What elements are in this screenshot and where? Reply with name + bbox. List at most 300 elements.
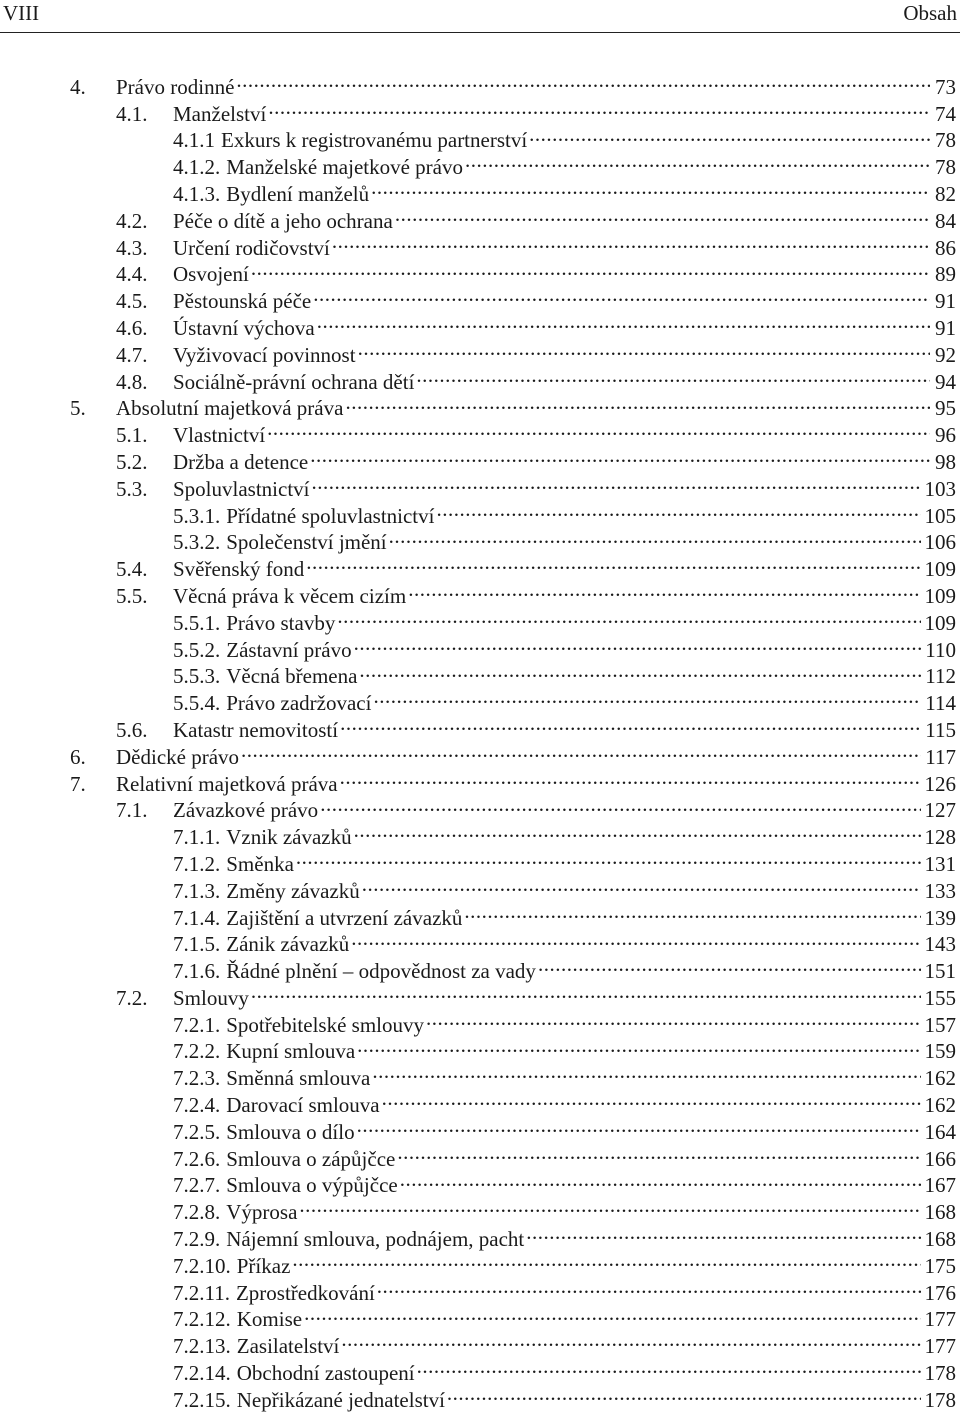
toc-entry-title: Vznik závazků <box>226 825 352 850</box>
toc-entry[interactable] <box>0 925 960 957</box>
toc-entry-page: 117 <box>925 744 956 769</box>
toc-entry-line <box>173 1326 956 1359</box>
toc-entry[interactable] <box>0 1273 960 1305</box>
toc-entry-title: Příkaz <box>236 1253 291 1278</box>
toc-entry-page: 157 <box>924 1012 956 1037</box>
dot-leader <box>372 1058 920 1085</box>
toc-entry-title: Výprosa <box>226 1200 298 1225</box>
toc-entry-line <box>173 1219 956 1252</box>
toc-entry[interactable] <box>0 469 960 501</box>
toc-entry[interactable] <box>0 121 960 153</box>
toc-entry[interactable] <box>0 898 960 930</box>
toc-entry-line <box>116 308 956 340</box>
toc-entry-line <box>173 1380 956 1412</box>
toc-entry-page: 128 <box>924 825 956 850</box>
toc-entry-title: Věcná práva k věcem cizím <box>173 583 407 608</box>
toc-entry-number: 7.1.3. <box>173 878 221 903</box>
dot-leader <box>251 255 930 282</box>
toc-entry-page: 178 <box>924 1361 956 1386</box>
toc-entry-number: 7.2.4. <box>173 1093 221 1118</box>
toc-entry-page: 159 <box>924 1039 956 1064</box>
toc-entry-number: 5.3.1. <box>173 503 221 528</box>
dot-leader <box>354 630 922 657</box>
toc-entry-page: 86 <box>935 235 956 260</box>
toc-entry-line <box>173 1112 956 1144</box>
toc-entry-line <box>173 951 956 984</box>
toc-entry-line <box>173 1166 956 1198</box>
toc-entry-number: 5. <box>70 396 86 421</box>
toc-entry-line <box>116 94 956 126</box>
toc-entry-number: 4.2. <box>116 208 148 233</box>
toc-entry-page: 114 <box>925 691 956 716</box>
toc-entry-line <box>70 67 956 99</box>
toc-entry-line <box>173 147 956 180</box>
toc-entry-number: 4.4. <box>116 262 148 287</box>
toc-entry-number: 4.1.1 <box>173 128 215 153</box>
toc-entry-number: 7.2.7. <box>173 1173 221 1198</box>
toc-entry[interactable] <box>0 710 960 742</box>
toc-entry-line <box>70 764 956 796</box>
toc-entry-title: Manželství <box>173 101 267 126</box>
toc-entry-title: Ústavní výchova <box>173 315 315 340</box>
toc-entry-line <box>116 978 956 1010</box>
toc-entry-title: Věcná břemena <box>226 664 358 689</box>
toc-entry-number: 4. <box>70 74 86 99</box>
toc-entry-line <box>116 415 956 448</box>
toc-entry-number: 7.2.14. <box>173 1361 231 1386</box>
toc-entry-line <box>173 871 956 903</box>
dot-leader <box>317 308 930 335</box>
toc-entry-title: Exkurs k registrovanému partnerství <box>221 128 528 153</box>
dot-leader <box>389 523 921 550</box>
toc-entry-line <box>116 469 956 501</box>
toc-entry-page: 84 <box>935 208 956 233</box>
toc-entry-title: Zajištění a utvrzení závazků <box>226 905 463 930</box>
toc-entry[interactable] <box>0 67 960 99</box>
toc-entry[interactable] <box>0 1219 960 1252</box>
toc-entry-page: 177 <box>924 1334 956 1359</box>
toc-entry[interactable] <box>0 523 960 555</box>
dot-leader <box>447 1380 921 1407</box>
dot-leader <box>299 1192 920 1219</box>
toc-entry-page: 168 <box>924 1227 956 1252</box>
toc-entry-page: 175 <box>924 1253 956 1278</box>
toc-entry-page: 105 <box>924 503 956 528</box>
toc-entry-title: Přídatné spoluvlastnictví <box>226 503 435 528</box>
toc-entry[interactable] <box>0 281 960 314</box>
toc-entry[interactable] <box>0 308 960 340</box>
toc-entry-line <box>116 710 956 742</box>
toc-entry[interactable] <box>0 951 960 984</box>
toc-entry-page: 166 <box>924 1146 956 1171</box>
toc-entry-page: 95 <box>935 396 956 421</box>
dot-leader <box>538 951 921 978</box>
toc-entry-title: Určení rodičovství <box>173 235 330 260</box>
toc-entry-line <box>116 549 956 582</box>
toc-entry-title: Směnná smlouva <box>226 1066 371 1091</box>
toc-entry-title: Vlastnictví <box>173 423 266 448</box>
toc-entry-page: 92 <box>935 342 956 367</box>
toc-entry-title: Společenství jmění <box>226 530 387 555</box>
toc-entry-page: 82 <box>935 181 956 206</box>
toc-entry[interactable] <box>0 255 960 287</box>
dot-leader <box>395 201 930 228</box>
dot-leader <box>408 576 920 603</box>
toc-entry[interactable] <box>0 415 960 448</box>
toc-entry-line <box>173 1085 956 1118</box>
toc-entry-title: Zasilatelství <box>236 1334 340 1359</box>
dot-leader <box>236 67 930 94</box>
toc-entry-line <box>173 657 956 689</box>
toc-entry-page: 91 <box>935 289 956 314</box>
toc-entry-line <box>173 1300 956 1332</box>
toc-entry[interactable] <box>0 442 960 474</box>
toc-entry[interactable] <box>0 871 960 903</box>
toc-entry-title: Vyživovací povinnost <box>173 342 356 367</box>
toc-entry-number: 7.2.15. <box>173 1387 231 1412</box>
dot-leader <box>529 121 930 148</box>
toc-entry-page: 78 <box>935 128 956 153</box>
toc-entry[interactable] <box>0 1380 960 1412</box>
toc-entry-line <box>116 255 956 287</box>
toc-entry-line <box>116 228 956 260</box>
toc-entry-number: 5.6. <box>116 717 148 742</box>
toc-entry[interactable] <box>0 791 960 823</box>
toc-entry-number: 7.2.6. <box>173 1146 221 1171</box>
toc-entry-number: 7.2.13. <box>173 1334 231 1359</box>
toc-entry-title: Zprostředkování <box>235 1280 375 1305</box>
toc-entry-title: Nájemní smlouva, podnájem, pacht <box>226 1227 525 1252</box>
dot-leader <box>268 94 930 121</box>
dot-leader <box>382 1085 921 1112</box>
toc-entry-number: 7. <box>70 771 86 796</box>
toc-entry-number: 7.2.3. <box>173 1066 221 1091</box>
dot-leader <box>357 1032 920 1059</box>
toc-entry[interactable] <box>0 1032 960 1064</box>
toc-entry-page: 176 <box>924 1280 956 1305</box>
page-number: VIII <box>3 1 40 25</box>
toc-entry[interactable] <box>0 94 960 126</box>
toc-entry-number: 6. <box>70 744 86 769</box>
dot-leader <box>312 469 921 496</box>
header-rule <box>0 32 960 33</box>
toc-entry-line <box>70 389 956 421</box>
toc-entry-line <box>173 844 956 876</box>
toc-entry-number: 7.2.10. <box>173 1253 231 1278</box>
toc-entry-title: Řádné plnění – odpovědnost za vady <box>226 959 536 984</box>
dot-leader <box>362 871 921 898</box>
toc-entry[interactable] <box>0 1112 960 1144</box>
dot-leader <box>320 791 920 818</box>
toc-entry-page: 177 <box>924 1307 956 1332</box>
toc-entry-number: 4.8. <box>116 369 148 394</box>
toc-entry-title: Obchodní zastoupení <box>236 1361 415 1386</box>
toc-entry-page: 106 <box>924 530 956 555</box>
toc-entry-line <box>116 362 956 394</box>
dot-leader <box>313 281 930 308</box>
toc-entry-page: 98 <box>935 449 956 474</box>
toc-entry[interactable] <box>0 362 960 394</box>
toc-entry-line <box>173 630 956 662</box>
toc-entry-page: 168 <box>924 1200 956 1225</box>
toc-entry-line <box>173 496 956 528</box>
toc-entry[interactable] <box>0 335 960 367</box>
toc-entry-number: 5.5. <box>116 583 148 608</box>
toc-entry-title: Péče o dítě a jeho ochrana <box>173 208 393 233</box>
toc-entry[interactable] <box>0 737 960 769</box>
toc-entry-page: 109 <box>924 610 956 635</box>
toc-entry[interactable] <box>0 147 960 180</box>
toc-entry[interactable] <box>0 657 960 689</box>
toc-entry-number: 5.2. <box>116 449 148 474</box>
toc-entry-title: Smlouvy <box>173 985 249 1010</box>
toc-entry[interactable] <box>0 496 960 528</box>
toc-entry-number: 7.2.5. <box>173 1119 221 1144</box>
dot-leader <box>345 389 930 416</box>
dot-leader <box>332 228 930 255</box>
dot-leader <box>417 1353 921 1380</box>
toc-entry[interactable] <box>0 201 960 233</box>
dot-leader <box>304 1300 920 1327</box>
toc-entry[interactable] <box>0 1005 960 1037</box>
toc-entry-page: 162 <box>924 1093 956 1118</box>
toc-entry-number: 7.1.4. <box>173 905 221 930</box>
toc-entry-line <box>173 1273 956 1305</box>
toc-entry-number: 4.1.2. <box>173 155 221 180</box>
dot-leader <box>337 603 920 630</box>
dot-leader <box>241 737 921 764</box>
toc-entry-number: 4.5. <box>116 289 148 314</box>
toc-entry-number: 7.2.11. <box>173 1280 230 1305</box>
toc-entry-title: Absolutní majetková práva <box>116 396 344 421</box>
toc-entry-number: 5.1. <box>116 423 148 448</box>
dot-leader <box>351 925 920 952</box>
toc-entry-number: 7.2.8. <box>173 1200 221 1225</box>
toc-entry-number: 4.7. <box>116 342 148 367</box>
toc-entry-page: 74 <box>935 101 956 126</box>
toc-entry-line <box>173 817 956 850</box>
toc-entry-page: 109 <box>924 583 956 608</box>
toc-entry-number: 4.1. <box>116 101 148 126</box>
table-of-contents <box>0 67 960 1412</box>
toc-entry-title: Katastr nemovitostí <box>173 717 339 742</box>
toc-entry-page: 109 <box>924 557 956 582</box>
toc-entry-number: 7.2.1. <box>173 1012 221 1037</box>
toc-entry-title: Zánik závazků <box>226 932 350 957</box>
toc-entry-title: Smlouva o výpůjčce <box>226 1173 398 1198</box>
toc-entry-page: 155 <box>924 985 956 1010</box>
toc-entry-line <box>173 1246 956 1278</box>
toc-entry-number: 7.1.2. <box>173 851 221 876</box>
toc-entry-page: 167 <box>924 1173 956 1198</box>
toc-entry-page: 96 <box>935 423 956 448</box>
toc-entry-page: 164 <box>924 1119 956 1144</box>
toc-entry-number: 4.1.3. <box>173 181 221 206</box>
toc-entry-title: Komise <box>236 1307 303 1332</box>
toc-entry-title: Dědické právo <box>116 744 240 769</box>
toc-entry-page: 178 <box>924 1387 956 1412</box>
dot-leader <box>359 657 921 684</box>
toc-entry-title: Směnka <box>226 851 294 876</box>
toc-entry[interactable] <box>0 174 960 206</box>
dot-leader <box>377 1273 921 1300</box>
toc-entry-page: 133 <box>924 878 956 903</box>
toc-entry-page: 127 <box>924 798 956 823</box>
toc-entry-page: 112 <box>925 664 956 689</box>
toc-entry[interactable] <box>0 549 960 582</box>
toc-entry-line <box>116 201 956 233</box>
dot-leader <box>340 710 921 737</box>
dot-leader <box>267 415 930 442</box>
toc-entry-title: Spoluvlastnictví <box>173 476 310 501</box>
toc-entry-number: 5.5.3. <box>173 664 221 689</box>
toc-entry-number: 5.3. <box>116 476 148 501</box>
dot-leader <box>373 683 921 710</box>
toc-entry-line <box>173 925 956 957</box>
toc-entry-page: 89 <box>935 262 956 287</box>
toc-entry[interactable] <box>0 1353 960 1386</box>
toc-entry-number: 7.1.5. <box>173 932 221 957</box>
toc-entry[interactable] <box>0 817 960 850</box>
toc-entry-line <box>116 576 956 608</box>
toc-entry-number: 5.3.2. <box>173 530 221 555</box>
dot-leader <box>354 817 921 844</box>
toc-entry[interactable] <box>0 1246 960 1278</box>
toc-entry-title: Závazkové právo <box>173 798 319 823</box>
toc-entry-line <box>173 1353 956 1386</box>
toc-entry-number: 7.2.2. <box>173 1039 221 1064</box>
toc-entry-page: 103 <box>924 476 956 501</box>
toc-entry-number: 4.6. <box>116 315 148 340</box>
toc-entry-title: Manželské majetkové právo <box>226 155 463 180</box>
dot-leader <box>465 147 930 174</box>
toc-entry-title: Osvojení <box>173 262 249 287</box>
toc-entry-number: 7.1. <box>116 798 148 823</box>
toc-entry-title: Nepřikázané jednatelství <box>236 1387 445 1412</box>
dot-leader <box>292 1246 920 1273</box>
dot-leader <box>310 442 930 469</box>
toc-entry-title: Bydlení manželů <box>226 181 370 206</box>
toc-entry-number: 7.1.6. <box>173 959 221 984</box>
dot-leader <box>357 1112 921 1139</box>
toc-entry-title: Spotřebitelské smlouvy <box>226 1012 424 1037</box>
toc-entry-line <box>173 683 956 716</box>
dot-leader <box>340 764 921 791</box>
dot-leader <box>306 549 920 576</box>
toc-entry-title: Pěstounská péče <box>173 289 312 314</box>
dot-leader <box>426 1005 921 1032</box>
toc-entry-number: 7.1.1. <box>173 825 221 850</box>
toc-entry-line <box>70 737 956 769</box>
toc-entry[interactable] <box>0 1139 960 1171</box>
toc-entry[interactable] <box>0 844 960 876</box>
toc-entry-title: Zástavní právo <box>226 637 352 662</box>
toc-entry-line <box>116 281 956 314</box>
dot-leader <box>526 1219 920 1246</box>
dot-leader <box>436 496 920 523</box>
toc-entry[interactable] <box>0 630 960 662</box>
toc-entry-number: 4.3. <box>116 235 148 260</box>
toc-entry-line <box>173 603 956 635</box>
dot-leader <box>371 174 930 201</box>
toc-entry-number: 7.2. <box>116 985 148 1010</box>
dot-leader <box>464 898 920 925</box>
toc-entry-title: Smlouva o dílo <box>226 1119 355 1144</box>
toc-entry-page: 115 <box>925 717 956 742</box>
toc-entry-title: Svěřenský fond <box>173 557 305 582</box>
toc-entry-page: 139 <box>924 905 956 930</box>
toc-entry[interactable] <box>0 228 960 260</box>
toc-entry-line <box>173 1005 956 1037</box>
toc-entry[interactable] <box>0 1166 960 1198</box>
toc-entry-number: 5.5.1. <box>173 610 221 635</box>
toc-entry-title: Darovací smlouva <box>226 1093 380 1118</box>
toc-entry-title: Právo stavby <box>226 610 336 635</box>
toc-entry[interactable] <box>0 576 960 608</box>
dot-leader <box>397 1139 920 1166</box>
toc-entry-page: 110 <box>925 637 956 662</box>
toc-entry-page: 73 <box>935 74 956 99</box>
toc-entry-line <box>116 791 956 823</box>
toc-entry[interactable] <box>0 1058 960 1091</box>
toc-entry[interactable] <box>0 764 960 796</box>
dot-leader <box>341 1326 920 1353</box>
toc-entry[interactable] <box>0 389 960 421</box>
toc-entry-title: Sociálně-právní ochrana dětí <box>173 369 415 394</box>
toc-entry-line <box>173 523 956 555</box>
page-header <box>0 0 960 28</box>
dot-leader <box>400 1166 921 1193</box>
toc-entry[interactable] <box>0 1300 960 1332</box>
toc-entry-title: Držba a detence <box>173 449 309 474</box>
toc-entry-page: 131 <box>924 851 956 876</box>
toc-entry[interactable] <box>0 1192 960 1225</box>
toc-entry-line <box>173 1139 956 1171</box>
toc-entry-page: 78 <box>935 155 956 180</box>
dot-leader <box>358 335 930 362</box>
toc-entry-line <box>116 335 956 367</box>
toc-entry-title: Relativní majetková práva <box>116 771 338 796</box>
toc-entry[interactable] <box>0 978 960 1010</box>
toc-entry-title: Smlouva o zápůjčce <box>226 1146 396 1171</box>
dot-leader <box>416 362 930 389</box>
running-header-title: Obsah <box>903 1 957 25</box>
toc-entry-number: 5.5.2. <box>173 637 221 662</box>
toc-entry[interactable] <box>0 603 960 635</box>
toc-entry-line <box>173 121 956 153</box>
toc-entry-line <box>173 174 956 206</box>
toc-entry-title: Změny závazků <box>226 878 360 903</box>
toc-entry-number: 5.4. <box>116 557 148 582</box>
toc-entry-page: 162 <box>924 1066 956 1091</box>
toc-entry-line <box>173 898 956 930</box>
toc-entry-title: Právo rodinné <box>116 74 235 99</box>
toc-entry-line <box>173 1192 956 1225</box>
toc-entry-title: Právo zadržovací <box>226 691 372 716</box>
toc-entry[interactable] <box>0 683 960 716</box>
toc-entry-number: 7.2.9. <box>173 1227 221 1252</box>
toc-entry-number: 7.2.12. <box>173 1307 231 1332</box>
toc-entry-page: 126 <box>924 771 956 796</box>
toc-entry-title: Kupní smlouva <box>226 1039 356 1064</box>
toc-entry[interactable] <box>0 1326 960 1359</box>
toc-entry-page: 94 <box>935 369 956 394</box>
toc-entry-line <box>116 442 956 474</box>
dot-leader <box>296 844 921 871</box>
toc-entry-line <box>173 1032 956 1064</box>
toc-entry-page: 143 <box>924 932 956 957</box>
toc-entry[interactable] <box>0 1085 960 1118</box>
